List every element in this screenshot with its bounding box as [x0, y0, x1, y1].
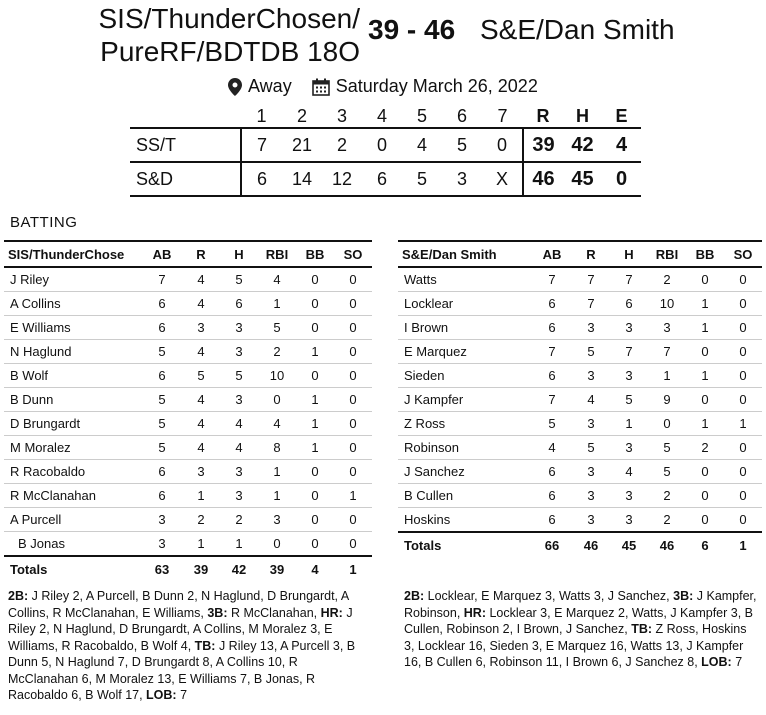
stat-cell: 4 [610, 460, 648, 484]
stat-cell: 0 [258, 388, 296, 412]
player-name: Sieden [398, 364, 532, 388]
stat-cell: 3 [182, 460, 220, 484]
note-text: Locklear, E Marquez 3, Watts 3, J Sanchez, [424, 589, 674, 603]
player-name: M Moralez [4, 436, 142, 460]
table-row [4, 436, 372, 460]
stat-cell: 4 [220, 436, 258, 460]
player-name: J Sanchez [398, 460, 532, 484]
stat-cell: 0 [334, 364, 372, 388]
stat-cell: 5 [142, 340, 182, 364]
table-row [4, 340, 372, 364]
stat-header: BB [686, 241, 724, 267]
totals-cell: 6 [686, 532, 724, 557]
stat-cell: 6 [532, 364, 572, 388]
stat-cell: 6 [532, 316, 572, 340]
stat-header: H [610, 241, 648, 267]
stat-cell: 0 [686, 388, 724, 412]
stat-cell: 5 [572, 340, 610, 364]
stat-cell: 0 [296, 460, 334, 484]
table-row [4, 364, 372, 388]
stat-cell: 1 [220, 532, 258, 557]
inning-score: 3 [442, 162, 482, 196]
location-pin-icon [228, 78, 242, 96]
player-name: D Brungardt [4, 412, 142, 436]
stat-cell: 0 [724, 508, 762, 533]
stat-cell: 1 [258, 484, 296, 508]
stat-cell: 8 [258, 436, 296, 460]
batting-section-label: BATTING [10, 214, 78, 231]
stat-cell: 1 [296, 340, 334, 364]
table-row [4, 460, 372, 484]
stat-cell: 1 [686, 316, 724, 340]
inning-header: 5 [416, 105, 427, 126]
stat-cell: 4 [182, 267, 220, 292]
stat-cell: 3 [220, 460, 258, 484]
player-name: R McClanahan [4, 484, 142, 508]
totals-cell: 66 [532, 532, 572, 557]
table-row [398, 364, 762, 388]
note-text: J Kampfer, Robinson, [404, 589, 757, 620]
errors-total: 0 [602, 162, 641, 196]
final-score: 39 - 46 [368, 14, 456, 45]
inning-score: 2 [322, 128, 362, 162]
game-meta [228, 76, 538, 97]
totals-cell: 39 [258, 556, 296, 581]
stat-cell: 0 [334, 316, 372, 340]
inning-score: 6 [241, 162, 282, 196]
game-date: Saturday March 26, 2022 [335, 76, 538, 96]
stat-cell: 5 [142, 388, 182, 412]
runs-header: R [536, 105, 550, 126]
totals-cell: 1 [724, 532, 762, 557]
stat-cell: 6 [532, 460, 572, 484]
totals-cell: 1 [334, 556, 372, 581]
stat-cell: 1 [334, 484, 372, 508]
stat-cell: 1 [724, 412, 762, 436]
stat-cell: 1 [686, 364, 724, 388]
stat-cell: 3 [182, 316, 220, 340]
stat-cell: 2 [686, 436, 724, 460]
player-name: E Marquez [398, 340, 532, 364]
stat-cell: 3 [648, 316, 686, 340]
stat-cell: 7 [572, 292, 610, 316]
stat-cell: 0 [686, 340, 724, 364]
stat-header: RBI [258, 241, 296, 267]
away-team-name: S&E/Dan Smith [480, 14, 675, 45]
stat-cell: 0 [296, 364, 334, 388]
stat-cell: 3 [572, 412, 610, 436]
stat-cell: 5 [648, 460, 686, 484]
stat-cell: 3 [220, 316, 258, 340]
stat-cell: 7 [142, 267, 182, 292]
inning-score: X [482, 162, 523, 196]
stat-cell: 5 [220, 364, 258, 388]
game-header [0, 0, 766, 78]
runs-total: 46 [523, 162, 563, 196]
stat-cell: 0 [296, 292, 334, 316]
totals-cell: 45 [610, 532, 648, 557]
stat-cell: 0 [334, 267, 372, 292]
stat-cell: 0 [334, 340, 372, 364]
stat-cell: 5 [648, 436, 686, 460]
stat-header: SO [724, 241, 762, 267]
stat-cell: 6 [532, 508, 572, 533]
note-text: Locklear 3, E Marquez 2, Watts, J Kampfer 3, B Cullen, Robinson 2, I Brown, J Sanchez, [404, 605, 753, 636]
stat-cell: 7 [532, 267, 572, 292]
stat-cell: 1 [686, 292, 724, 316]
stat-cell: 3 [572, 508, 610, 533]
stat-cell: 1 [648, 364, 686, 388]
stat-cell: 5 [142, 436, 182, 460]
batting-notes-left [8, 588, 370, 704]
stat-cell: 0 [334, 412, 372, 436]
runs-total: 39 [523, 128, 563, 162]
stat-header: AB [532, 241, 572, 267]
batting-notes-right [404, 588, 760, 671]
totals-label: Totals [4, 556, 142, 581]
table-row [4, 292, 372, 316]
table-row [398, 460, 762, 484]
player-name: Watts [398, 267, 532, 292]
game-location: Away [248, 76, 292, 96]
stat-cell: 4 [258, 412, 296, 436]
inning-score: 6 [362, 162, 402, 196]
player-name: B Cullen [398, 484, 532, 508]
stat-cell: 5 [610, 388, 648, 412]
stat-header: R [182, 241, 220, 267]
table-row [398, 436, 762, 460]
stat-cell: 5 [182, 364, 220, 388]
stat-cell: 10 [648, 292, 686, 316]
stat-cell: 0 [724, 267, 762, 292]
player-name: B Jonas [4, 532, 142, 557]
stat-cell: 0 [686, 460, 724, 484]
stat-cell: 4 [532, 436, 572, 460]
stat-cell: 6 [142, 484, 182, 508]
table-row [4, 532, 372, 557]
inning-score: 5 [442, 128, 482, 162]
table-row [398, 340, 762, 364]
player-name: Locklear [398, 292, 532, 316]
stat-cell: 3 [142, 532, 182, 557]
team-name-header: S&E/Dan Smith [398, 241, 532, 267]
stat-cell: 4 [182, 340, 220, 364]
note-label: TB: [631, 622, 653, 636]
stat-cell: 0 [724, 460, 762, 484]
stat-cell: 0 [686, 508, 724, 533]
stat-cell: 0 [296, 267, 334, 292]
table-row [398, 292, 762, 316]
stat-cell: 4 [182, 292, 220, 316]
stat-cell: 1 [686, 412, 724, 436]
stat-cell: 1 [610, 412, 648, 436]
stat-cell: 5 [572, 436, 610, 460]
table-row [4, 388, 372, 412]
inning-header: 3 [336, 105, 347, 126]
note-label: 3B: [207, 605, 228, 620]
note-text: J Riley 2, A Purcell, B Dunn 2, N Haglund, D Brungardt, A Collins, R McClanahan, E Williams, [8, 589, 349, 620]
stat-cell: 3 [258, 508, 296, 532]
stat-cell: 0 [724, 388, 762, 412]
calendar-icon [312, 78, 330, 96]
inning-score: 12 [322, 162, 362, 196]
stat-cell: 2 [258, 340, 296, 364]
player-name: Z Ross [398, 412, 532, 436]
note-label: HR: [463, 605, 486, 620]
table-row [398, 388, 762, 412]
stat-cell: 0 [296, 316, 334, 340]
player-name: B Wolf [4, 364, 142, 388]
inning-score: 4 [402, 128, 442, 162]
stat-cell: 3 [610, 484, 648, 508]
stat-cell: 7 [532, 340, 572, 364]
stat-cell: 10 [258, 364, 296, 388]
line-score-table [130, 105, 641, 197]
stat-cell: 0 [724, 316, 762, 340]
player-name: A Purcell [4, 508, 142, 532]
stat-cell: 0 [334, 292, 372, 316]
player-name: Robinson [398, 436, 532, 460]
totals-cell: 46 [572, 532, 610, 557]
stat-cell: 5 [220, 267, 258, 292]
inning-score: 5 [402, 162, 442, 196]
inning-score: 0 [482, 128, 523, 162]
inning-score: 14 [282, 162, 322, 196]
hits-header: H [576, 105, 589, 126]
stat-header: H [220, 241, 258, 267]
inning-header: 4 [376, 105, 387, 126]
stat-cell: 6 [142, 316, 182, 340]
errors-header: E [615, 105, 628, 126]
player-name: N Haglund [4, 340, 142, 364]
table-row [4, 508, 372, 532]
stat-cell: 3 [142, 508, 182, 532]
stat-cell: 0 [724, 340, 762, 364]
totals-row [4, 556, 372, 581]
stat-cell: 0 [334, 460, 372, 484]
stat-cell: 3 [572, 484, 610, 508]
stat-cell: 3 [610, 436, 648, 460]
batting-table-left [4, 240, 372, 581]
totals-cell: 39 [182, 556, 220, 581]
note-label: TB: [194, 638, 216, 653]
stat-cell: 7 [610, 340, 648, 364]
stat-header: BB [296, 241, 334, 267]
stat-cell: 7 [572, 267, 610, 292]
totals-cell: 63 [142, 556, 182, 581]
stat-cell: 4 [220, 412, 258, 436]
stat-cell: 0 [724, 436, 762, 460]
note-label: 2B: [8, 589, 29, 603]
stat-cell: 4 [182, 436, 220, 460]
note-text: 7 [176, 688, 188, 702]
stat-cell: 3 [610, 316, 648, 340]
stat-header: AB [142, 241, 182, 267]
stat-header: RBI [648, 241, 686, 267]
stat-cell: 0 [258, 532, 296, 557]
stat-cell: 4 [182, 412, 220, 436]
stat-cell: 0 [686, 267, 724, 292]
note-text: R McClanahan, [227, 605, 321, 620]
note-label: HR: [320, 605, 343, 620]
stat-cell: 2 [648, 267, 686, 292]
stat-cell: 4 [258, 267, 296, 292]
stat-cell: 3 [610, 364, 648, 388]
player-name: J Kampfer [398, 388, 532, 412]
stat-cell: 3 [572, 364, 610, 388]
table-row [398, 484, 762, 508]
table-row [398, 508, 762, 533]
player-name: B Dunn [4, 388, 142, 412]
table-row [4, 267, 372, 292]
stat-cell: 2 [220, 508, 258, 532]
inning-score: 7 [241, 128, 282, 162]
table-row [4, 412, 372, 436]
stat-cell: 0 [296, 484, 334, 508]
stat-cell: 2 [648, 484, 686, 508]
inning-header: 6 [456, 105, 467, 126]
stat-cell: 1 [182, 532, 220, 557]
stat-cell: 4 [182, 388, 220, 412]
home-team-name-line1: SIS/ThunderChosen/ [98, 3, 360, 34]
stat-cell: 5 [142, 412, 182, 436]
batting-table-right [398, 240, 762, 557]
stat-cell: 0 [296, 508, 334, 532]
stat-cell: 0 [648, 412, 686, 436]
totals-cell: 42 [220, 556, 258, 581]
stat-cell: 0 [334, 532, 372, 557]
stat-cell: 7 [532, 388, 572, 412]
inning-score: 21 [282, 128, 322, 162]
stat-cell: 6 [142, 460, 182, 484]
stat-cell: 7 [610, 267, 648, 292]
stat-cell: 6 [610, 292, 648, 316]
stat-cell: 0 [686, 484, 724, 508]
player-name: A Collins [4, 292, 142, 316]
inning-score: 0 [362, 128, 402, 162]
note-label: 2B: [404, 589, 425, 603]
stat-cell: 4 [572, 388, 610, 412]
stat-cell: 6 [532, 484, 572, 508]
line-score-row [130, 162, 641, 196]
stat-cell: 1 [258, 292, 296, 316]
team-name-header: SIS/ThunderChose [4, 241, 142, 267]
totals-cell: 4 [296, 556, 334, 581]
home-team-name [90, 2, 360, 68]
note-label: LOB: [701, 655, 732, 669]
table-row [4, 316, 372, 340]
stat-cell: 0 [334, 436, 372, 460]
note-text: 7 [731, 655, 743, 669]
stat-cell: 3 [220, 484, 258, 508]
stat-cell: 3 [572, 316, 610, 340]
line-score-team: SS/T [130, 128, 241, 162]
stat-cell: 2 [648, 508, 686, 533]
hits-total: 42 [563, 128, 602, 162]
stat-cell: 1 [296, 436, 334, 460]
stat-cell: 0 [334, 508, 372, 532]
note-text: Z Ross, Hoskins 3, Locklear 16, Sieden 3, E Marquez 16, Watts 13, J Kampfer 16, B Cullen 6, Robinson 11, I Brown 6, J Sanchez 8, [404, 622, 747, 669]
line-score-row [130, 128, 641, 162]
note-label: LOB: [146, 688, 177, 702]
stat-cell: 9 [648, 388, 686, 412]
stat-cell: 3 [572, 460, 610, 484]
stat-cell: 7 [648, 340, 686, 364]
stat-cell: 3 [220, 340, 258, 364]
stat-cell: 6 [532, 292, 572, 316]
home-team-name-line2: PureRF/BDTDB 18O [100, 36, 360, 67]
inning-header: 2 [296, 105, 307, 126]
stat-cell: 0 [724, 484, 762, 508]
stat-cell: 5 [532, 412, 572, 436]
stat-cell: 1 [296, 388, 334, 412]
errors-total: 4 [602, 128, 641, 162]
totals-row [398, 532, 762, 557]
player-name: I Brown [398, 316, 532, 340]
stat-cell: 6 [142, 292, 182, 316]
stat-header: SO [334, 241, 372, 267]
table-row [4, 484, 372, 508]
stat-cell: 0 [724, 364, 762, 388]
stat-cell: 1 [182, 484, 220, 508]
player-name: E Williams [4, 316, 142, 340]
note-text: J Riley 2, N Haglund, D Brungardt, A Collins, M Moralez 3, E Williams, R Racobaldo, B Wolf 4, [8, 605, 353, 653]
inning-header: 1 [256, 105, 267, 126]
totals-label: Totals [398, 532, 532, 557]
note-label: 3B: [673, 589, 694, 603]
player-name: Hoskins [398, 508, 532, 533]
stat-cell: 3 [220, 388, 258, 412]
stat-cell: 0 [296, 532, 334, 557]
table-row [398, 267, 762, 292]
stat-cell: 2 [182, 508, 220, 532]
player-name: J Riley [4, 267, 142, 292]
note-text: J Riley 13, A Purcell 3, B Dunn 5, N Haglund 7, D Brungardt 8, A Collins 10, R McClanahan 6, M Moralez 13, E Williams 7, B Jonas, R Racobaldo 6, B Wolf 17, [8, 638, 356, 702]
table-row [398, 412, 762, 436]
line-score-team: S&D [130, 162, 241, 196]
stat-header: R [572, 241, 610, 267]
player-name: R Racobaldo [4, 460, 142, 484]
stat-cell: 6 [220, 292, 258, 316]
inning-header: 7 [497, 105, 508, 126]
hits-total: 45 [563, 162, 602, 196]
stat-cell: 6 [142, 364, 182, 388]
stat-cell: 3 [610, 508, 648, 533]
stat-cell: 1 [296, 412, 334, 436]
stat-cell: 5 [258, 316, 296, 340]
stat-cell: 0 [724, 292, 762, 316]
stat-cell: 0 [334, 388, 372, 412]
totals-cell: 46 [648, 532, 686, 557]
table-row [398, 316, 762, 340]
stat-cell: 1 [258, 460, 296, 484]
